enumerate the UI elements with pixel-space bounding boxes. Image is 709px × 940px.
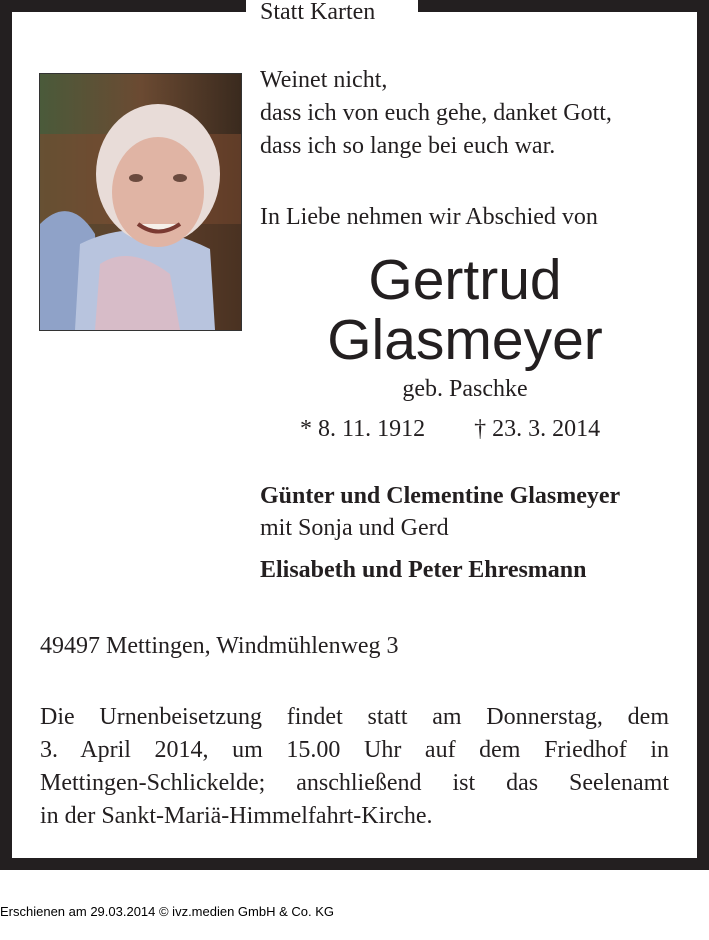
burial-line: in der Sankt-Mariä-Himmelfahrt-Kirche. (40, 803, 433, 829)
burial-line: Mettingen-Schlickelde; anschließend ist das Seelenamt (40, 770, 669, 796)
header-label: Statt Karten (260, 0, 376, 25)
deceased-last-name: Glasmeyer (327, 308, 603, 372)
burial-info (40, 701, 669, 833)
life-dates (300, 414, 649, 444)
family-block (260, 480, 620, 545)
family-line: mit Sonja und Gerd (260, 515, 449, 541)
address: 49497 Mettingen, Windmühlenweg 3 (40, 633, 399, 659)
family-line: Elisabeth und Peter Ehresmann (260, 557, 587, 583)
burial-line: 3. April 2014, um 15.00 Uhr auf dem Friedhof in (40, 737, 669, 763)
deceased-first-name: Gertrud (368, 248, 562, 312)
poem (260, 64, 612, 163)
burial-line: Die Urnenbeisetzung findet statt am Donnerstag, dem (40, 704, 669, 730)
poem-line: dass ich so lange bei euch war. (260, 133, 556, 159)
poem-line: dass ich von euch gehe, danket Gott, (260, 100, 612, 126)
publication-footer: Erschienen am 29.03.2014 © ivz.medien GmbH & Co. KG (0, 904, 335, 919)
portrait-photo (39, 73, 242, 331)
death-date: † 23. 3. 2014 (474, 416, 601, 442)
poem-line: Weinet nicht, (260, 67, 388, 93)
birth-date: * 8. 11. 1912 (300, 416, 426, 442)
intro-text: In Liebe nehmen wir Abschied von (260, 204, 598, 230)
family-line: Günter und Clementine Glasmeyer (260, 483, 621, 509)
maiden-name: geb. Paschke (402, 376, 528, 402)
